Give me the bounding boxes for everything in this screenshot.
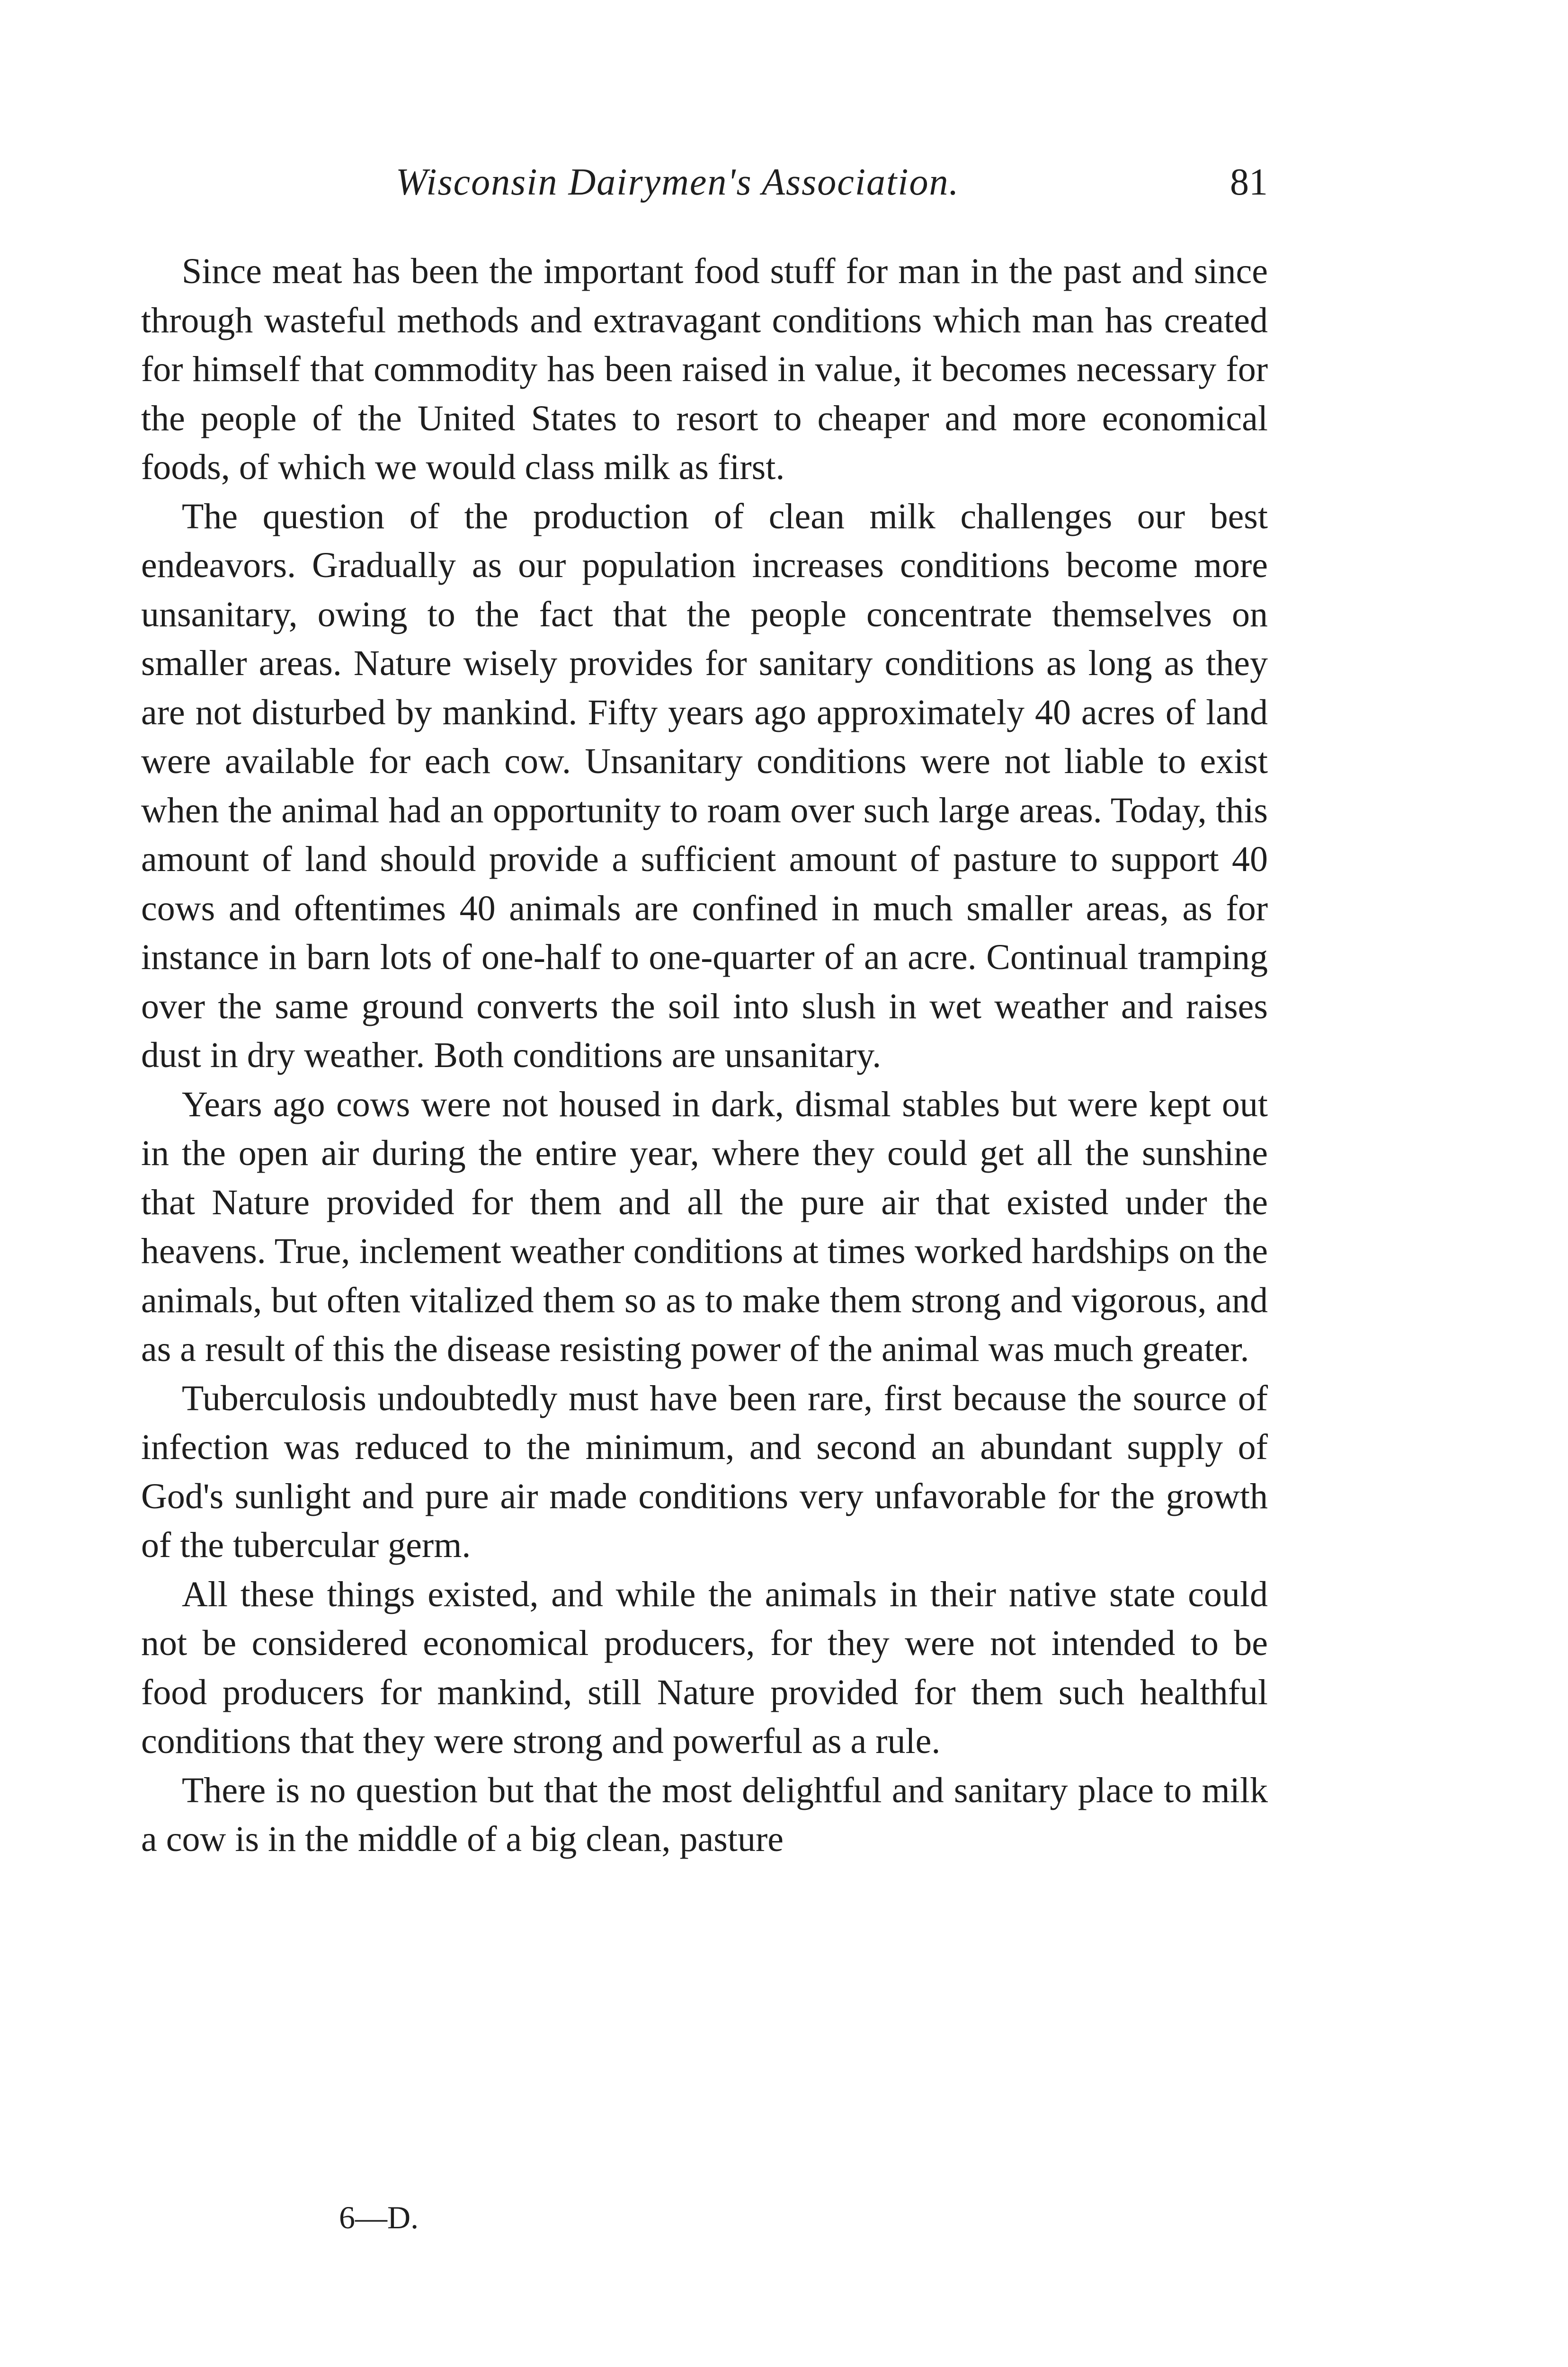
signature-mark: 6—D. [339, 2199, 419, 2235]
running-title: Wisconsin Dairymen's Association. [396, 161, 960, 203]
paragraph: The question of the production of clean milk challenges our best endeavors. Gradually as our population increases conditions become more unsanitary, owing to the fact that the people concentrate themselves on smaller areas. Nature wisely provides for sanitary conditions as long as they are not disturbed by mankind. Fifty years ago approximately 40 acres of land were available for each cow. Unsanitary conditions were not liable to exist when the animal had an opportunity to roam over such large areas. Today, this amount of land should provide a sufficient amount of pasture to support 40 cows and oftentimes 40 animals are confined in much smaller areas, as for instance in barn lots of one-half to one-quarter of an acre. Continual tramping over the same ground converts the soil into slush in wet weather and raises dust in dry weather. Both conditions are unsanitary. [141, 496, 1268, 1075]
paragraph: All these things existed, and while the animals in their native state could not be considered economical producers, for they were not intended to be food producers for mankind, still Nature provided for them such healthful conditions that they were strong and powerful as a rule. [141, 1574, 1268, 1761]
paragraph: Tuberculosis undoubtedly must have been rare, first because the source of infection was reduced to the minimum, and second an abundant supply of God's sunlight and pure air made conditions very unfavorable for the growth of the tubercular germ. [141, 1378, 1268, 1565]
page-number: 81 [1230, 161, 1268, 203]
paragraph: Years ago cows were not housed in dark, dismal stables but were kept out in the open air during the entire year, where they could get all the sunshine that Nature provided for them and all the pure air that existed under the heavens. True, inclement weather conditions at times worked hardships on the animals, but often vitalized them so as to make them strong and vigorous, and as a result of this the disease resisting power of the animal was much greater. [141, 1084, 1268, 1369]
paragraph: There is no question but that the most delightful and sanitary place to milk a cow is in the middle of a big clean, pasture [141, 1770, 1268, 1859]
body-text [141, 247, 1268, 1864]
paragraph: Since meat has been the important food stuff for man in the past and since through wasteful methods and extravagant conditions which man has created for himself that commodity has been raised in value, it becomes necessary for the people of the United States to resort to cheaper and more economical foods, of which we would class milk as first. [141, 251, 1268, 487]
running-head [141, 161, 1268, 208]
